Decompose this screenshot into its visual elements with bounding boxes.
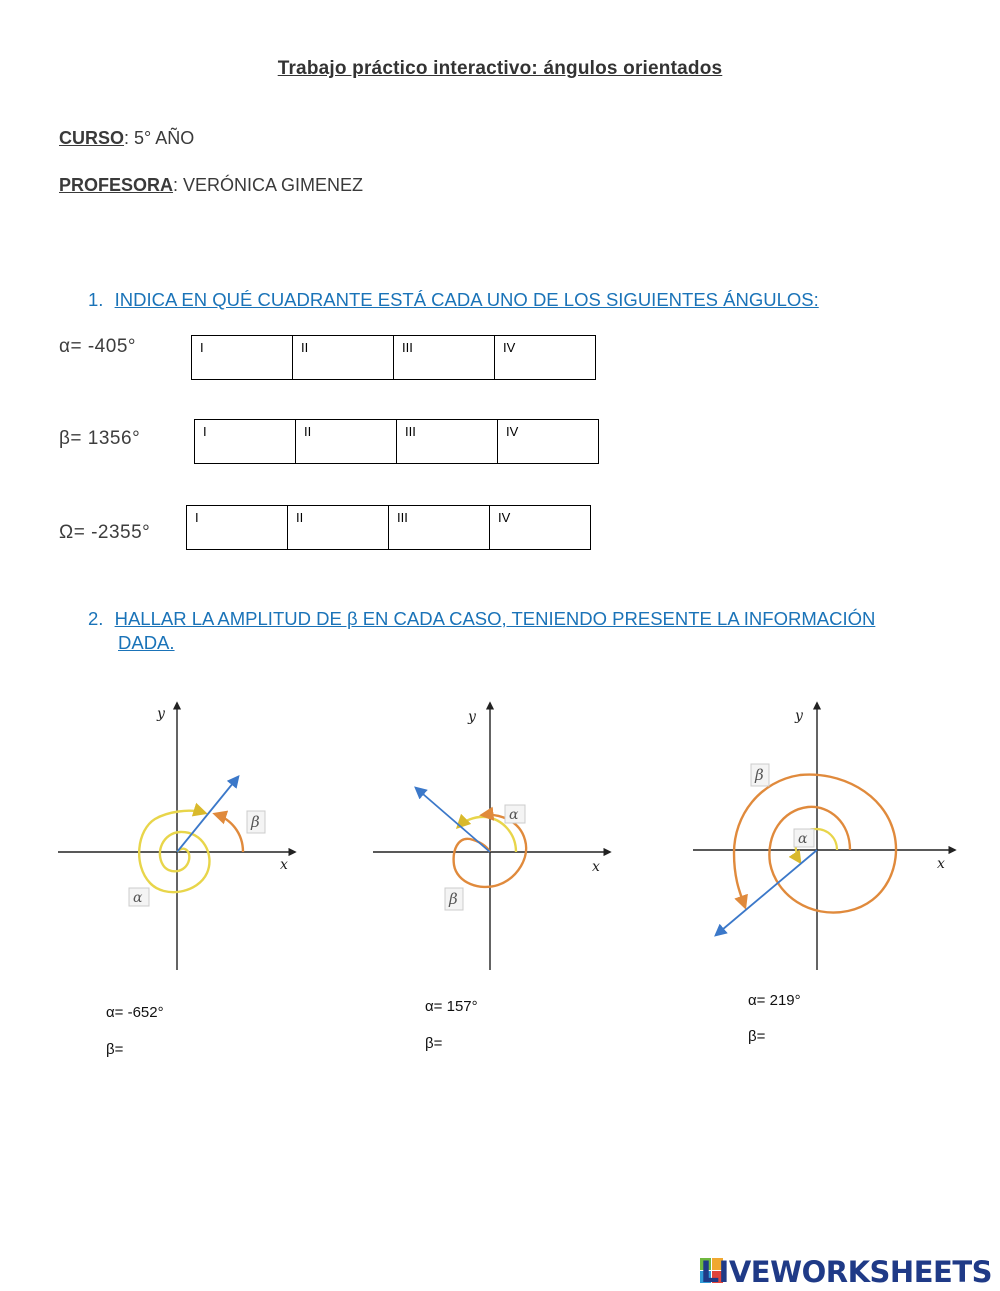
beta-label: β — [251, 813, 260, 831]
figure-3-beta-answer[interactable]: β= — [748, 1028, 766, 1045]
figure-1-alpha-value: α= -652° — [106, 1004, 164, 1021]
option-omega-i[interactable]: I — [187, 506, 288, 550]
alpha-label: α — [133, 890, 143, 906]
beta-label: β — [449, 890, 458, 908]
brand-wordmark: LIVEWORKSHEETS — [700, 1255, 992, 1289]
y-axis-label: y — [795, 708, 803, 724]
alpha-label: α — [798, 831, 808, 847]
option-alpha-iii[interactable]: III — [394, 336, 495, 380]
option-omega-iv[interactable]: IV — [490, 506, 591, 550]
beta-label: β — [755, 766, 764, 784]
question-2-number: 2. — [88, 608, 104, 629]
terminal-ray — [716, 850, 817, 935]
question-2-heading — [88, 608, 968, 630]
question-1-text: INDICA EN QUÉ CUADRANTE ESTÁ CADA UNO DE LOS SIGUIENTES ÁNGULOS: — [114, 289, 819, 310]
figure-1-diagram — [55, 695, 305, 975]
teacher-value: : VERÓNICA GIMENEZ — [173, 175, 364, 195]
terminal-ray — [177, 777, 238, 852]
beta-arc — [215, 814, 243, 852]
y-axis-label: y — [468, 709, 476, 725]
option-alpha-iv[interactable]: IV — [495, 336, 596, 380]
option-alpha-i[interactable]: I — [192, 336, 293, 380]
quadrant-selector-alpha — [191, 335, 596, 380]
quadrant-selector-beta — [194, 419, 599, 464]
x-axis-label: x — [592, 859, 600, 875]
question-2-text-line1: HALLAR LA AMPLITUD DE β EN CADA CASO, TENIENDO PRESENTE LA INFORMACIÓN — [114, 608, 876, 629]
quadrant-selector-omega — [186, 505, 591, 550]
question-2-text-line2: DADA. — [118, 632, 175, 653]
course-value: : 5° AÑO — [124, 128, 195, 148]
option-beta-iv[interactable]: IV — [498, 420, 599, 464]
course-line — [59, 128, 194, 149]
page-title: Trabajo práctico interactivo: ángulos orientados — [277, 58, 723, 79]
option-beta-i[interactable]: I — [195, 420, 296, 464]
beta-spiral — [734, 775, 896, 913]
y-axis-label: y — [157, 706, 165, 722]
option-beta-iii[interactable]: III — [397, 420, 498, 464]
option-omega-ii[interactable]: II — [288, 506, 389, 550]
terminal-ray — [416, 788, 490, 852]
angle-omega-label: Ω= -2355° — [59, 522, 151, 543]
alpha-label: α — [509, 807, 519, 823]
figure-2-beta-answer[interactable]: β= — [425, 1035, 443, 1052]
course-label: CURSO — [59, 128, 125, 148]
angle-beta-label: β= 1356° — [59, 428, 141, 449]
teacher-line — [59, 175, 363, 196]
x-axis-label: x — [937, 856, 945, 872]
question-1-heading — [88, 289, 819, 311]
question-1-number: 1. — [88, 289, 104, 310]
teacher-label: PROFESORA — [59, 175, 174, 195]
option-beta-ii[interactable]: II — [296, 420, 397, 464]
figure-3-diagram — [690, 695, 965, 975]
figure-1-beta-answer[interactable]: β= — [106, 1041, 124, 1058]
option-omega-iii[interactable]: III — [389, 506, 490, 550]
figure-3-alpha-value: α= 219° — [748, 992, 801, 1009]
angle-alpha-label: α= -405° — [59, 336, 136, 357]
figure-2-diagram — [370, 695, 620, 975]
option-alpha-ii[interactable]: II — [293, 336, 394, 380]
x-axis-label: x — [280, 857, 288, 873]
figure-2-alpha-value: α= 157° — [425, 998, 478, 1015]
